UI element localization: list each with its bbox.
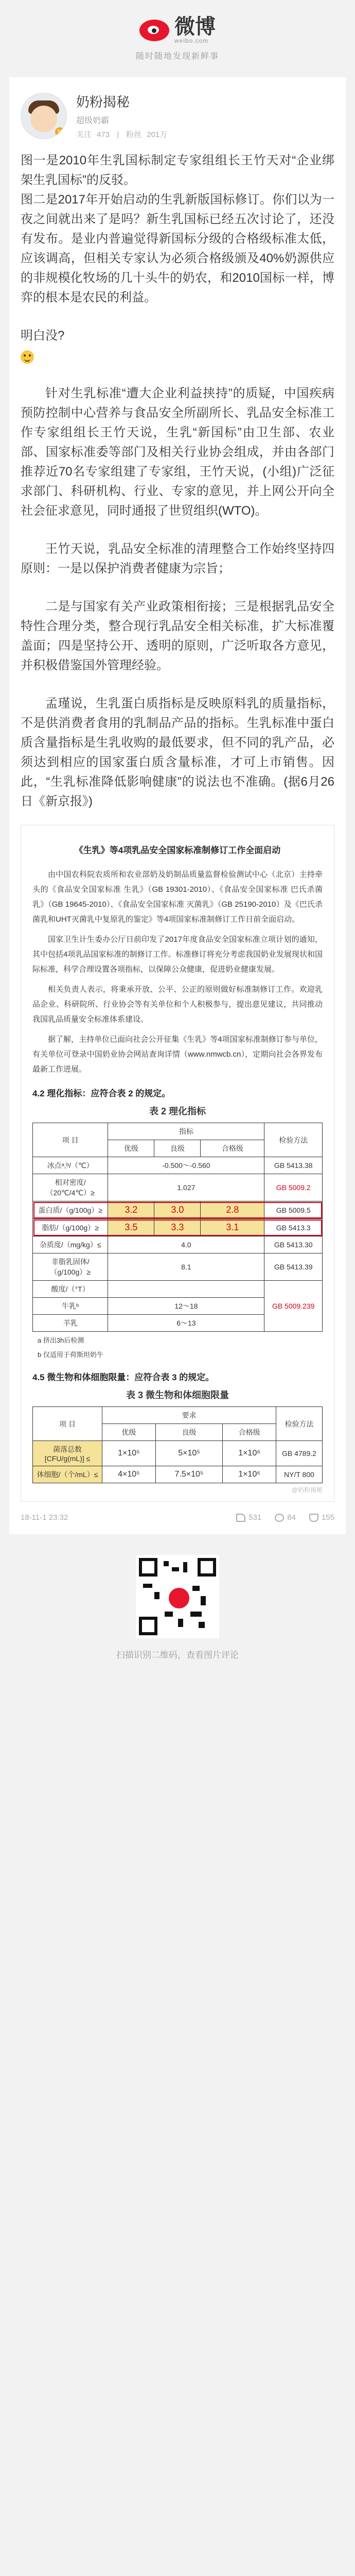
spacer: [21, 365, 334, 384]
article-title: 《生乳》等4项乳品安全国家标准制修订工作全面启动: [74, 845, 281, 855]
row-item: 脂肪/（g/100g）≥: [33, 1219, 108, 1236]
qr-finder: [198, 1558, 216, 1577]
post-paragraph: 针对生乳标准“遭大企业利益挟持”的质疑，中国疾病预防控制中心营养与食品安全所副所长、乳品安全标准工作专家组组长王竹天说，生乳“新国标”由卫生部、农业部、国家标准委等部门及相关行业协会组成，并由各部门推荐近70名专家组建了专家组，王竹天说，(小组)广泛征求部门、科研机构、行业、专家的意见，并上网公开向全社会征求意见，同时通报了世贸组织(WTO)。: [21, 386, 334, 518]
microbe-table: [32, 1406, 323, 1483]
comment-button[interactable]: [275, 1513, 296, 1522]
section-heading: 4.2 理化指标：应符合表 2 的规定。: [32, 1089, 171, 1098]
weibo-header: [0, 0, 355, 77]
row-item: 酸度/（°T）: [33, 1281, 108, 1298]
post-paragraph: 二是与国家有关产业政策相衔接；三是根据乳品安全特性合理分类，整合现行乳品安全相关标准，扩大标准覆盖面；四是坚持公开、透明的原则，广泛听取各方意见，并积极借鉴国外管理经验。: [21, 600, 334, 672]
qr-caption: 扫描识别二维码，查看图片评论: [116, 1650, 239, 1660]
article-paragraph: 国家卫生计生委办公厅日前印发了2017年度食品安全国家标准立项计划的通知，其中包括4项乳品国家标准的制修订工作。标准修订将充分考虑我国奶业发展现状和国际标准，科学合理设置各项指标，以保障公众健康，促进奶业健康发展。: [32, 935, 323, 974]
row-value: 3.2: [108, 1201, 154, 1219]
table-row: [33, 1281, 323, 1298]
row-value: 1.027: [108, 1174, 264, 1201]
post-paragraph: 孟瑾说，生乳蛋白质指标是反映原料乳的质量指标，不是供消费者食用的乳制品产品的指标。生乳标准中蛋白质含量指标是生乳收购的最低要求，但不同的乳产品，必须达到相应的国家蛋白质含量标准，才可上市销售。因此，“生乳标准降低影响健康”的说法也不准确。(据6月26日《新京报》): [21, 697, 334, 808]
sub-header-qualified: 合格级: [201, 1140, 264, 1157]
table-row: [33, 1236, 323, 1253]
qr-finder: [139, 1617, 157, 1635]
follow-label: 关注: [76, 130, 92, 139]
post-paragraph: 王竹天说，乳品安全标准的清理整合工作始终坚持四原则：一是以保护消费者健康为宗旨；: [21, 542, 334, 575]
section-heading: 4.5 微生物和体细胞限量：应符合表 3 的规定。: [32, 1372, 215, 1382]
row-method: NY/T 800: [276, 1466, 322, 1483]
table-row-fat: [33, 1219, 323, 1236]
table-row-protein: [33, 1201, 323, 1219]
qr-dot: [183, 1562, 187, 1572]
sub-header-good: 良级: [154, 1140, 201, 1157]
row-method: GB 5413.3: [264, 1219, 323, 1236]
row-item: 杂质度/（mg/kg）≤: [33, 1236, 108, 1253]
like-button[interactable]: [309, 1513, 334, 1522]
row-value: 1×10⁵: [102, 1441, 156, 1466]
sub-header-good: 良级: [155, 1424, 222, 1441]
row-item: 非脂乳固体/（g/100g）≥: [33, 1253, 108, 1281]
col-header-item: 项 目: [33, 1123, 108, 1157]
row-value: 4×10⁵: [102, 1466, 156, 1483]
brand-domain: weibo.com: [174, 37, 209, 44]
share-button[interactable]: [236, 1513, 261, 1522]
qr-dot: [201, 1596, 206, 1605]
row-method: GB 5413.30: [264, 1236, 323, 1253]
row-value: 3.0: [154, 1201, 201, 1219]
like-icon: [309, 1514, 318, 1522]
author-stats: [76, 129, 172, 140]
author-name[interactable]: 奶粉揭秘: [76, 94, 130, 110]
row-item: 牛乳ᵇ: [33, 1298, 108, 1315]
row-item: 冰点ᵃ,ᵇ/（℃）: [33, 1157, 108, 1174]
qr-dot: [199, 1622, 205, 1628]
spacer: [21, 675, 334, 694]
col-header-item: 项 目: [33, 1407, 102, 1441]
physchem-table: [32, 1123, 323, 1332]
follow-count: 473: [97, 130, 110, 139]
col-header-requirement: 要求: [102, 1407, 276, 1424]
row-value: 7.5×10⁵: [155, 1466, 222, 1483]
watermark: @奶粉揭秘: [291, 1486, 323, 1494]
brand-name: 微博: [174, 15, 216, 38]
table-note: a 挤出3h后检测: [38, 1336, 84, 1344]
article-paragraph: 据了解，主持单位已面向社会公开征集《生乳》等4项国家标准制修订参与单位，有关单位可登录中国奶业协会网站查询详情（www.nmwcb.cn），定期向社会各界发布最新工作进展。: [32, 1035, 323, 1074]
share-icon: [236, 1514, 245, 1522]
post-paragraph: 明白没?: [21, 329, 65, 343]
sub-header-premium: 优级: [102, 1424, 156, 1441]
sub-header-qualified: 合格级: [223, 1424, 276, 1441]
article-image[interactable]: [21, 825, 334, 1502]
row-value: -0.500～-0.560: [108, 1157, 264, 1174]
row-value: 8.1: [108, 1253, 264, 1281]
row-value: [108, 1281, 264, 1298]
row-item: 羊乳: [33, 1315, 108, 1332]
sub-header-premium: 优级: [108, 1140, 154, 1157]
post-paragraph: 图二是2017年开始启动的生乳新版国标修订。你们以为一夜之间就出来了是吗？新生乳国标已经五次讨论了，还没有发布。是业内普遍觉得新国标分级的合格级标准太低，应该调高，但相关专家认为必须合格级颁及40%奶源供应的非规模化牧场的几十头牛的奶农，和2010国标一样，博弈的根本是农民的利益。: [21, 193, 334, 304]
row-method: GB 5009.2: [264, 1174, 323, 1201]
col-header-method: 检验方法: [264, 1123, 323, 1157]
row-method: GB 5413.38: [264, 1157, 323, 1174]
row-method: GB 5413.39: [264, 1253, 323, 1281]
row-method: GB 4789.2: [276, 1441, 322, 1466]
row-value: 3.1: [201, 1219, 264, 1236]
comment-count: 84: [287, 1513, 296, 1522]
qr-dot: [143, 1584, 152, 1588]
table-row: [33, 1441, 323, 1466]
post-card: [9, 77, 346, 1534]
row-item: 相对密度/（20℃/4℃）≥: [33, 1174, 108, 1201]
qr-dot: [172, 1567, 179, 1571]
spacer: [21, 579, 334, 597]
author-block: [21, 77, 334, 151]
row-value: 1×10⁶: [223, 1466, 276, 1483]
row-value: 6～13: [108, 1315, 264, 1332]
qr-dot: [164, 1561, 169, 1566]
qr-code[interactable]: [136, 1555, 219, 1638]
qr-finder: [139, 1558, 157, 1577]
table3-title: 表 3 微生物和体细胞限量: [126, 1390, 229, 1400]
table-row: [33, 1253, 323, 1281]
col-header-method: 检验方法: [276, 1407, 322, 1441]
smile-emoji-icon: [21, 350, 34, 364]
qr-dot: [165, 1612, 173, 1617]
qr-dot: [178, 1619, 183, 1627]
weibo-eye-icon: [139, 20, 169, 41]
table-row: [33, 1157, 323, 1174]
row-value: 3.3: [154, 1219, 201, 1236]
row-value: 12～18: [108, 1298, 264, 1315]
row-value: 4.0: [108, 1236, 264, 1253]
row-value: 2.8: [201, 1201, 264, 1219]
post-time: 18-11-1 23:32: [21, 1513, 68, 1522]
fans-count: 201万: [147, 130, 168, 139]
article-paragraph: 由中国农科院农质所和农业部奶及奶制品质量监督检验测试中心（北京）主持牵头的《食品安全国家标准 生乳》（GB 19301-2010）、《食品安全国家标准 巴氏杀菌乳》（GB 19645-2010）、《食品安全国家标准 灭菌乳》（GB 25190-2010）及《巴氏杀菌乳和UHT灭菌乳中复原乳的鉴定》等4项国家标准制修订工作日前全面启动。: [32, 870, 323, 924]
fans-label: 粉丝: [126, 130, 142, 139]
qr-dot: [154, 1592, 159, 1599]
row-item: 蛋白质/（g/100g）≥: [33, 1201, 108, 1219]
table-row: [33, 1466, 323, 1483]
row-method: GB 5009.5: [264, 1201, 323, 1219]
row-item: 菌落总数[CFU/g(mL)] ≤: [33, 1441, 102, 1466]
qr-dot: [192, 1586, 200, 1591]
qr-weibo-logo-icon: [167, 1586, 191, 1610]
table-row: [33, 1174, 323, 1201]
col-header-index: 指标: [108, 1123, 264, 1140]
qr-dot: [190, 1612, 202, 1617]
row-item: 体细胞/（个/mL）≤: [33, 1466, 102, 1483]
stats-divider: |: [117, 130, 119, 139]
avatar-face: [30, 106, 57, 132]
row-value: 5×10⁵: [155, 1441, 222, 1466]
post-text: [21, 151, 334, 811]
row-value: 3.5: [108, 1219, 154, 1236]
spacer: [21, 308, 334, 326]
author-title: 超级奶霸: [76, 116, 110, 125]
spacer: [21, 521, 334, 539]
article-paragraph: 相关负责人表示，将秉承开放、公平、公正的原则做好标准制修订工作。欢迎乳品企业、科研院所、行业协会等有关单位和个人积极参与，提出意见建议，共同推动我国乳品质量安全标准体系建设。: [32, 985, 323, 1024]
table2-title: 表 2 理化指标: [149, 1106, 206, 1116]
row-method: GB 5009.239: [264, 1281, 323, 1332]
post-footer: [21, 1502, 334, 1534]
post-paragraph: 图一是2010年生乳国标制定专家组组长王竹天对“企业绑架生乳国标”的反驳。: [21, 154, 334, 187]
comment-icon: [275, 1514, 284, 1522]
row-value: 1×10⁶: [223, 1441, 276, 1466]
share-count: 531: [248, 1513, 262, 1522]
table-note: b 仅适用于荷斯坦奶牛: [38, 1351, 103, 1359]
verified-icon: V: [55, 127, 64, 137]
like-count: 155: [321, 1513, 334, 1522]
slogan: 随时随地发现新鲜事: [135, 52, 219, 61]
avatar[interactable]: [21, 93, 67, 139]
weibo-logo: [139, 16, 216, 44]
qr-area: [0, 1534, 355, 1660]
author-info: [76, 92, 172, 140]
